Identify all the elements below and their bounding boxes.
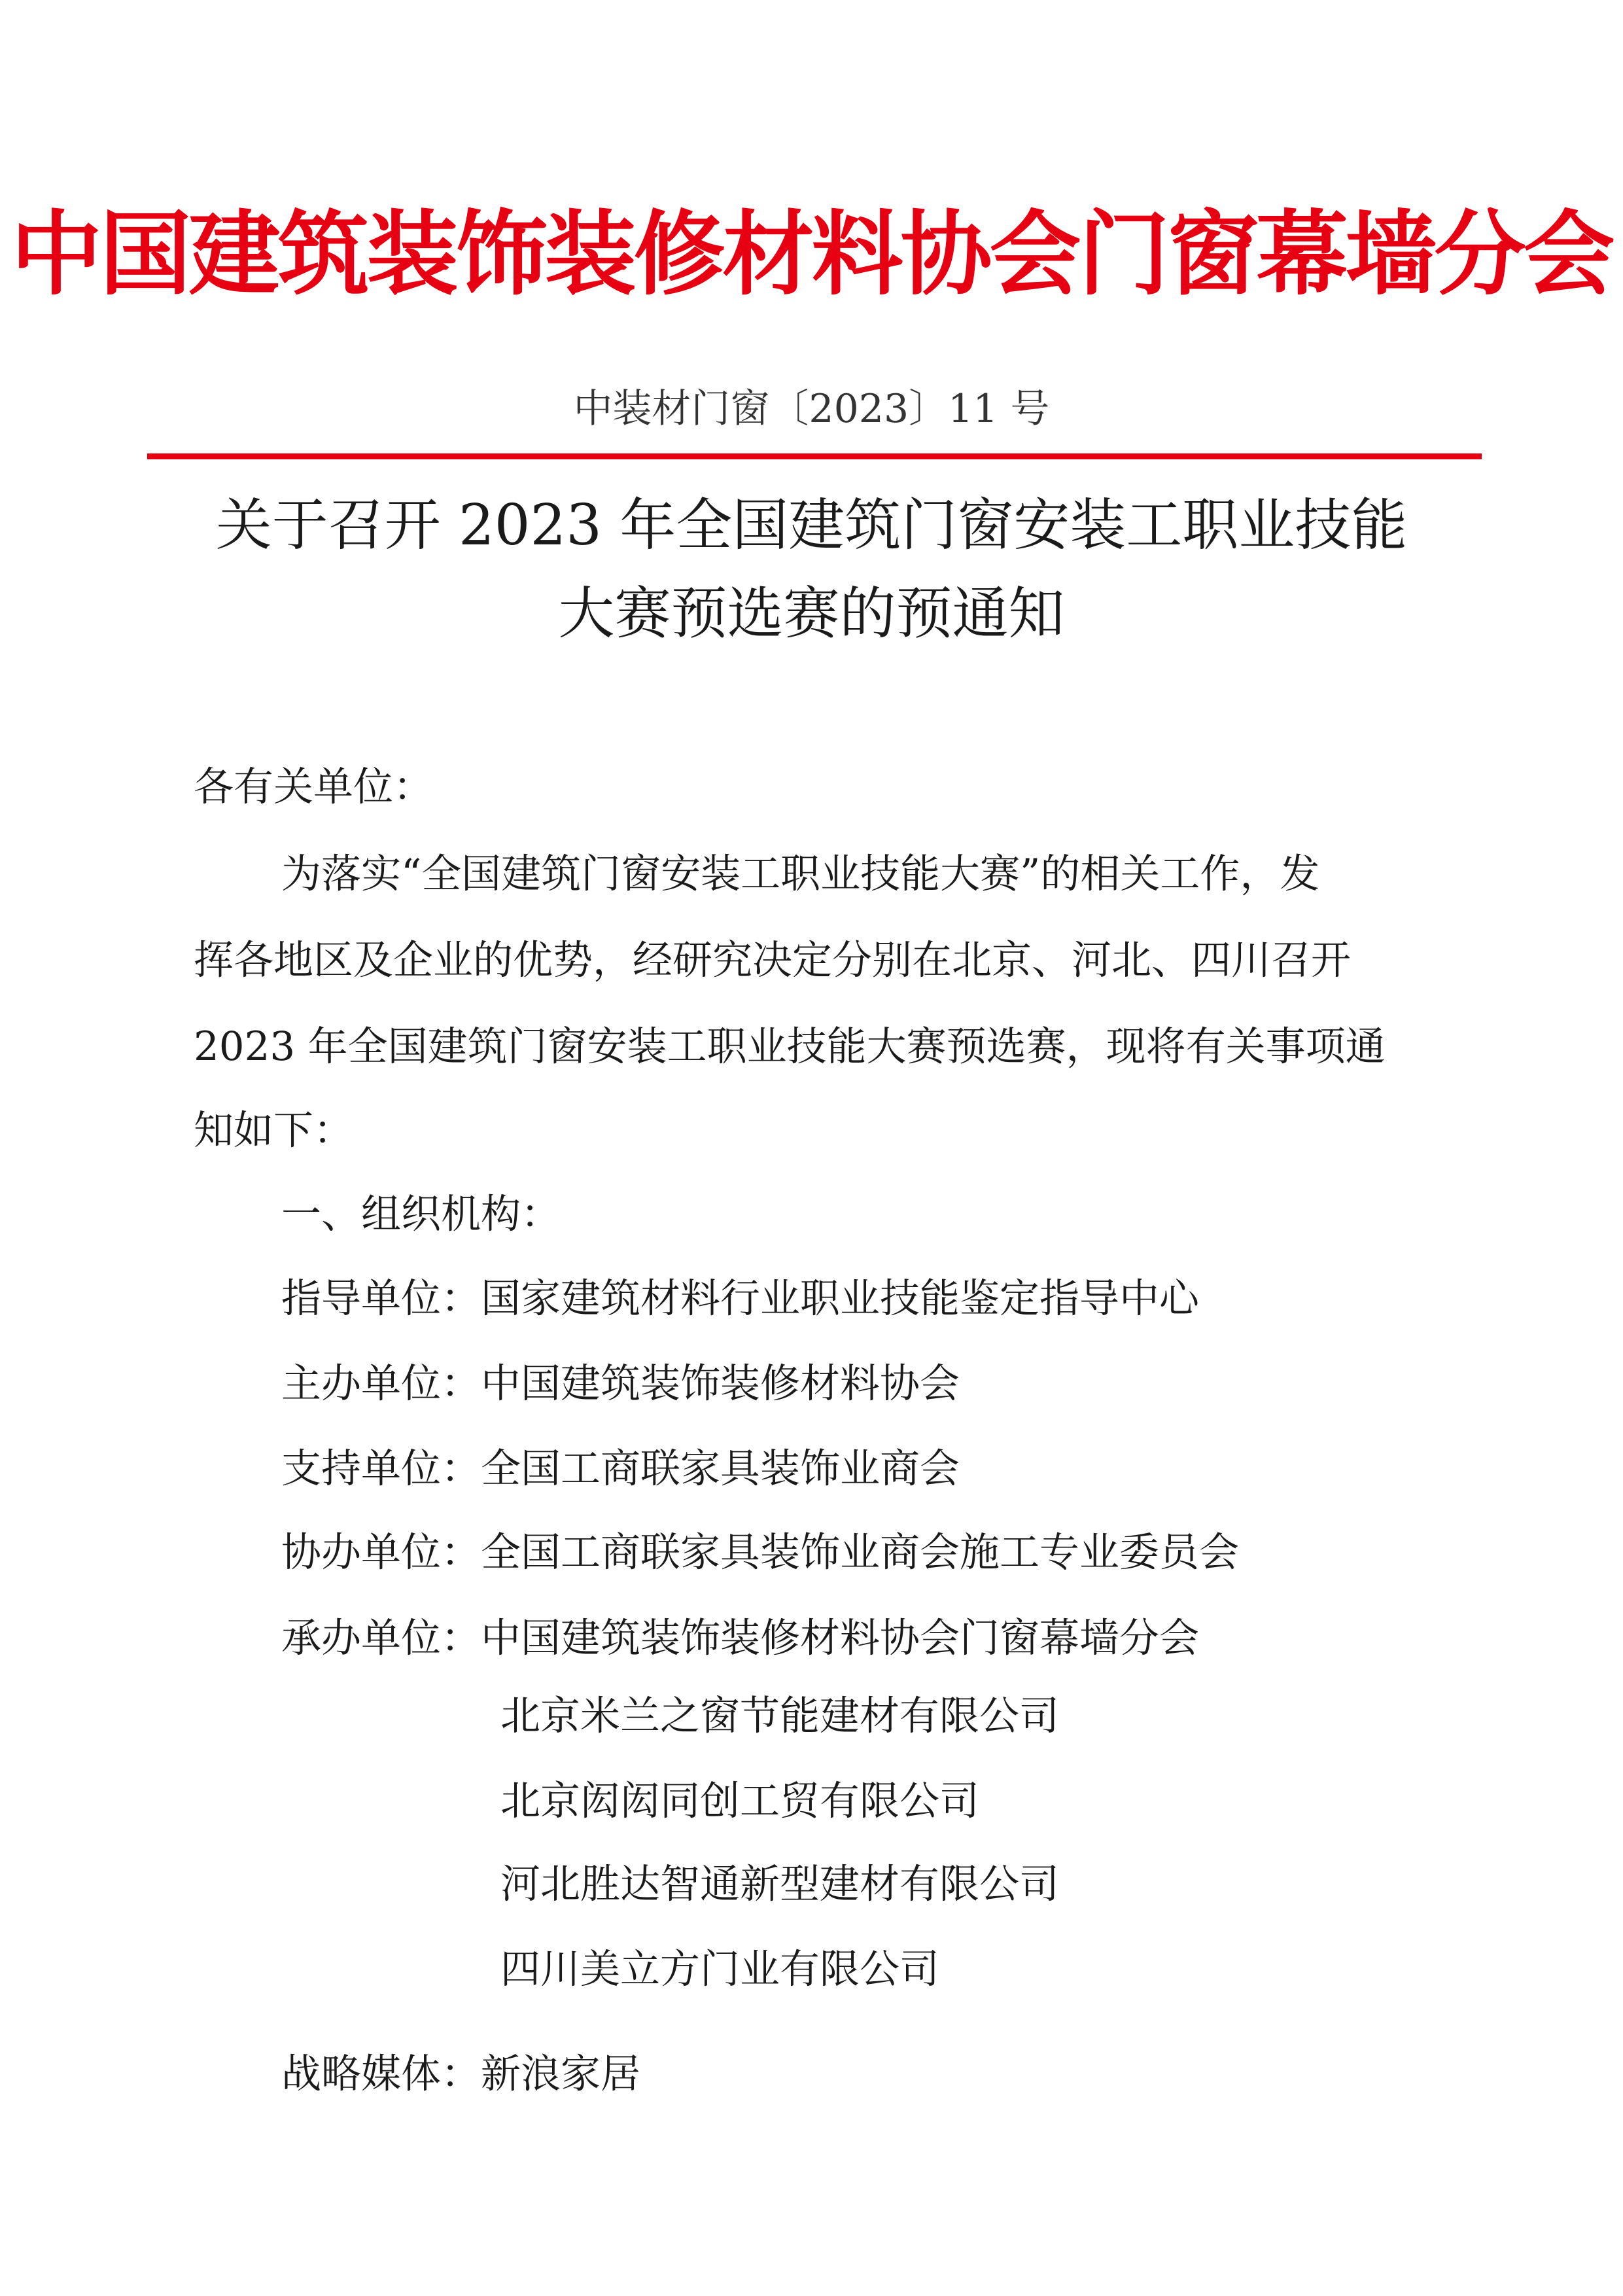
organizer-company: 北京米兰之窗节能建材有限公司 <box>500 1693 1060 1739</box>
body-paragraph-line: 知如下： <box>194 1107 354 1154</box>
document-title-line-1: 关于召开 2023 年全国建筑门窗安装工职业技能 <box>215 493 1408 558</box>
org-row-host: 主办单位：中国建筑装饰装修材料协会 <box>281 1360 960 1407</box>
org-row-support: 支持单位：全国工商联家具装饰业商会 <box>281 1445 960 1492</box>
body-paragraph-line: 挥各地区及企业的优势，经研究决定分别在北京、河北、四川召开 <box>194 937 1352 983</box>
document-number: 中装材门窗〔2023〕11 号 <box>573 386 1050 432</box>
document-title-line-2: 大赛预选赛的预通知 <box>558 581 1065 646</box>
organizer-company: 四川美立方门业有限公司 <box>500 1946 940 1992</box>
org-row-organizer: 承办单位：中国建筑装饰装修材料协会门窗幕墙分会 <box>281 1615 1200 1661</box>
org-row-media: 战略媒体：新浪家居 <box>281 2051 641 2097</box>
body-paragraph-line: 为落实“全国建筑门窗安装工职业技能大赛”的相关工作，发 <box>281 851 1320 897</box>
salutation: 各有关单位： <box>194 764 434 810</box>
org-row-co-organizer: 协办单位：全国工商联家具装饰业商会施工专业委员会 <box>281 1529 1240 1576</box>
issuing-organization: 中国建筑装饰装修材料协会门窗幕墙分会 <box>10 202 1613 308</box>
organizer-company: 北京闳闳同创工贸有限公司 <box>500 1778 980 1824</box>
body-paragraph-line: 2023 年全国建筑门窗安装工职业技能大赛预选赛，现将有关事项通 <box>194 1023 1386 1070</box>
organizer-company: 河北胜达智通新型建材有限公司 <box>500 1861 1060 1907</box>
org-row-guide: 指导单位：国家建筑材料行业职业技能鉴定指导中心 <box>281 1275 1200 1322</box>
section-heading-organization: 一、组织机构： <box>281 1191 561 1237</box>
header-divider <box>147 453 1482 459</box>
